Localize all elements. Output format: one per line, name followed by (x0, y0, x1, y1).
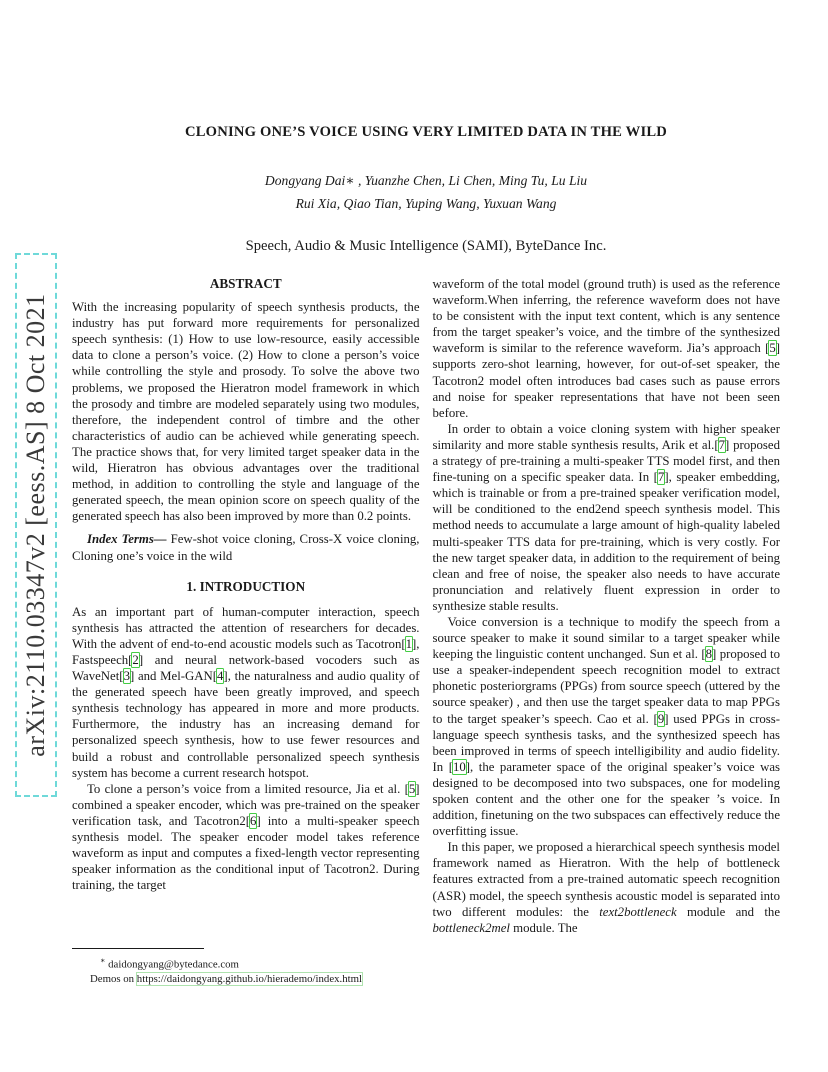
footnote-demos-prefix: Demos on (90, 972, 137, 985)
footnote-email (72, 954, 420, 972)
citation-link[interactable]: 7 (718, 437, 726, 452)
footnote-demos (72, 972, 420, 986)
intro-paragraph-1: As an important part of human-computer interaction, speech synthesis has attracted the attention of researchers for decades. With the advent of end-to-end acoustic models such as Tacotron[1], Fastspeech[2] and neural network-based vocoders such as WaveNet[3] and Mel-GAN[4], the naturalness and audio quality of the generated speech have been greatly improved, and speech synthesis technology has appeared in more and more products. Furthermore, the industry has an increasing demand for personalized speech synthesis, how to use fewer resources and build a robust and controllable personalized speech synthesis system has become a current research hotspot. (72, 604, 420, 780)
right-paragraph-1: waveform of the total model (ground truth) is used as the reference waveform.When inferring, the reference waveform does not have to be consistent with the input text content, which is any sentence from the target speaker’s voice, and the timbre of the synthesized waveform is similar to the reference waveform. Jia’s approach [5] supports zero-shot learning, however, for out-of-set speaker, the Tacotron2 model often introduces bad cases such as pause errors and noise for speaker representations that have not been seen before. (432, 277, 780, 420)
citation-link[interactable]: 9 (657, 711, 665, 726)
right-column (433, 276, 781, 936)
footnote-star: ∗ (100, 956, 106, 965)
authors-line-1: Dongyang Dai∗ , Yuanzhe Chen, Li Chen, Ming Tu, Lu Liu (264, 173, 588, 188)
citation-link[interactable]: 7 (657, 470, 665, 485)
citation-link[interactable]: 4 (217, 669, 224, 684)
paper-header (72, 0, 780, 255)
citation-link[interactable]: 10 (452, 759, 466, 774)
intro-paragraph-2: To clone a person’s voice from a limited resource, Jia et al. [5] combined a speaker encoder, which was pre-trained on the speaker verification task, and Tacotron2[6] into a multi-speaker speech synthesis model. The speaker encoder model takes reference waveform as input and computes a fixed-length vector representing speaker information as the conditional input of Tacotron2. During training, the target (72, 781, 420, 893)
right-paragraph-3: Voice conversion is a technique to modify the speech from a source speaker to make it sound similar to a target speaker while keeping the linguistic content unchanged. Sun et al. [8] proposed to use a speaker-independent speech recognition model to extract phonetic posteriorgrams (PPGs) from source speech (uttered by the source speaker) , and then use the target speaker data to map PPGs to the target speaker’s speech. Cao et al. [9] used PPGs in cross-language speech synthesis tasks, and the synthesized speech has been improved in terms of speech intelligibility and audio fidelity. In [10], the parameter space of the original speaker’s voice was designed to be decomposed into two subspaces, one for modeling spoken content and the other one for the speaker ’s voice. In addition, finetuning on the two subspaces can effectively reduce the overfitting issue. (432, 614, 781, 839)
affiliation: Speech, Audio & Music Intelligence (SAMI), ByteDance Inc. (245, 237, 607, 254)
citation-link[interactable]: 5 (408, 781, 416, 796)
right-paragraph-4: In this paper, we proposed a hierarchical speech synthesis model framework named as Hieratron. With the help of bottleneck features extracted from a pre-trained automatic speech recognition (ASR) model, the speech synthesis acoustic model is separated into two different modules: the text2bottleneck module and the bottleneck2mel module. The (432, 840, 780, 935)
abstract-paragraph: With the increasing popularity of speech synthesis products, the industry has put forward more requirements for personalized speech synthesis: (1) How to use low-resource, easily accessible data to clone a person’s voice. (2) How to clone a person’s voice while controlling the style and prosody. To solve the above two problems, we proposed the Hieratron model framework in which the prosody and timbre are modeled separately using two modules, therefore, the independent control of timbre and the other characteristics of audio can be achieved while generating speech. The practice shows that, for very limited target speaker data in the wild, Hieratron has obvious advantages over the traditional method, in addition to controlling the style and language of the generated speech, the mean opinion score on speech quality of the generated speech has also been improved by more than 0.2 points. (72, 300, 420, 524)
paper-title: CLONING ONE’S VOICE USING VERY LIMITED DATA IN THE WILD (184, 124, 668, 140)
citation-link[interactable]: 5 (769, 341, 776, 356)
authors-block (72, 169, 780, 216)
left-column (72, 276, 420, 936)
footnote-email-text: daidongyang@bytedance.com (105, 958, 239, 971)
italic-term: bottleneck2mel (432, 920, 510, 935)
italic-term: text2bottleneck (599, 904, 677, 919)
index-terms (72, 531, 420, 563)
index-terms-label: Index Terms— (87, 532, 167, 547)
footnote-block (72, 948, 420, 986)
authors-line-2: Rui Xia, Qiao Tian, Yuping Wang, Yuxuan Wang (295, 196, 557, 212)
index-terms-text: Few-shot voice cloning, Cross-X voice cloning, Cloning one’s voice in the wild (72, 532, 420, 563)
citation-link[interactable]: 1 (405, 636, 413, 651)
right-paragraph-2: In order to obtain a voice cloning system with higher speaker similarity and more stable synthesis results, Arik et al.[7] proposed a strategy of pre-training a multi-speaker TTS model first, and then fine-tuning on a specific speaker data. In [7], speaker embedding, which is trainable or from a pre-trained speaker verification model, will be conditioned to the end2end speech synthesis model. This method needs to accumulate a large amount of high-quality labeled multi-speaker TTS data for pre-training, which is very costly. For the new target speaker data, in addition to the requirement of being clean and free of noise, the speaker also needs to have accurate pronunciation and relatively fluent expression in order to synthesize stable results. (432, 421, 780, 613)
citation-link[interactable]: 8 (705, 647, 713, 662)
footnote-rule (72, 948, 204, 949)
demo-url-link[interactable]: https://daidongyang.github.io/hierademo/index.html (136, 972, 363, 985)
two-column-body (72, 276, 780, 936)
introduction-heading: 1. INTRODUCTION (186, 578, 306, 594)
arxiv-watermark-box (15, 253, 57, 797)
abstract-heading: ABSTRACT (209, 276, 282, 291)
citation-link[interactable]: 6 (250, 813, 257, 828)
citation-link[interactable]: 2 (132, 652, 139, 667)
citation-link[interactable]: 3 (123, 669, 130, 684)
arxiv-watermark-text: arXiv:2110.03347v2 [eess.AS] 8 Oct 2021 (21, 293, 50, 757)
